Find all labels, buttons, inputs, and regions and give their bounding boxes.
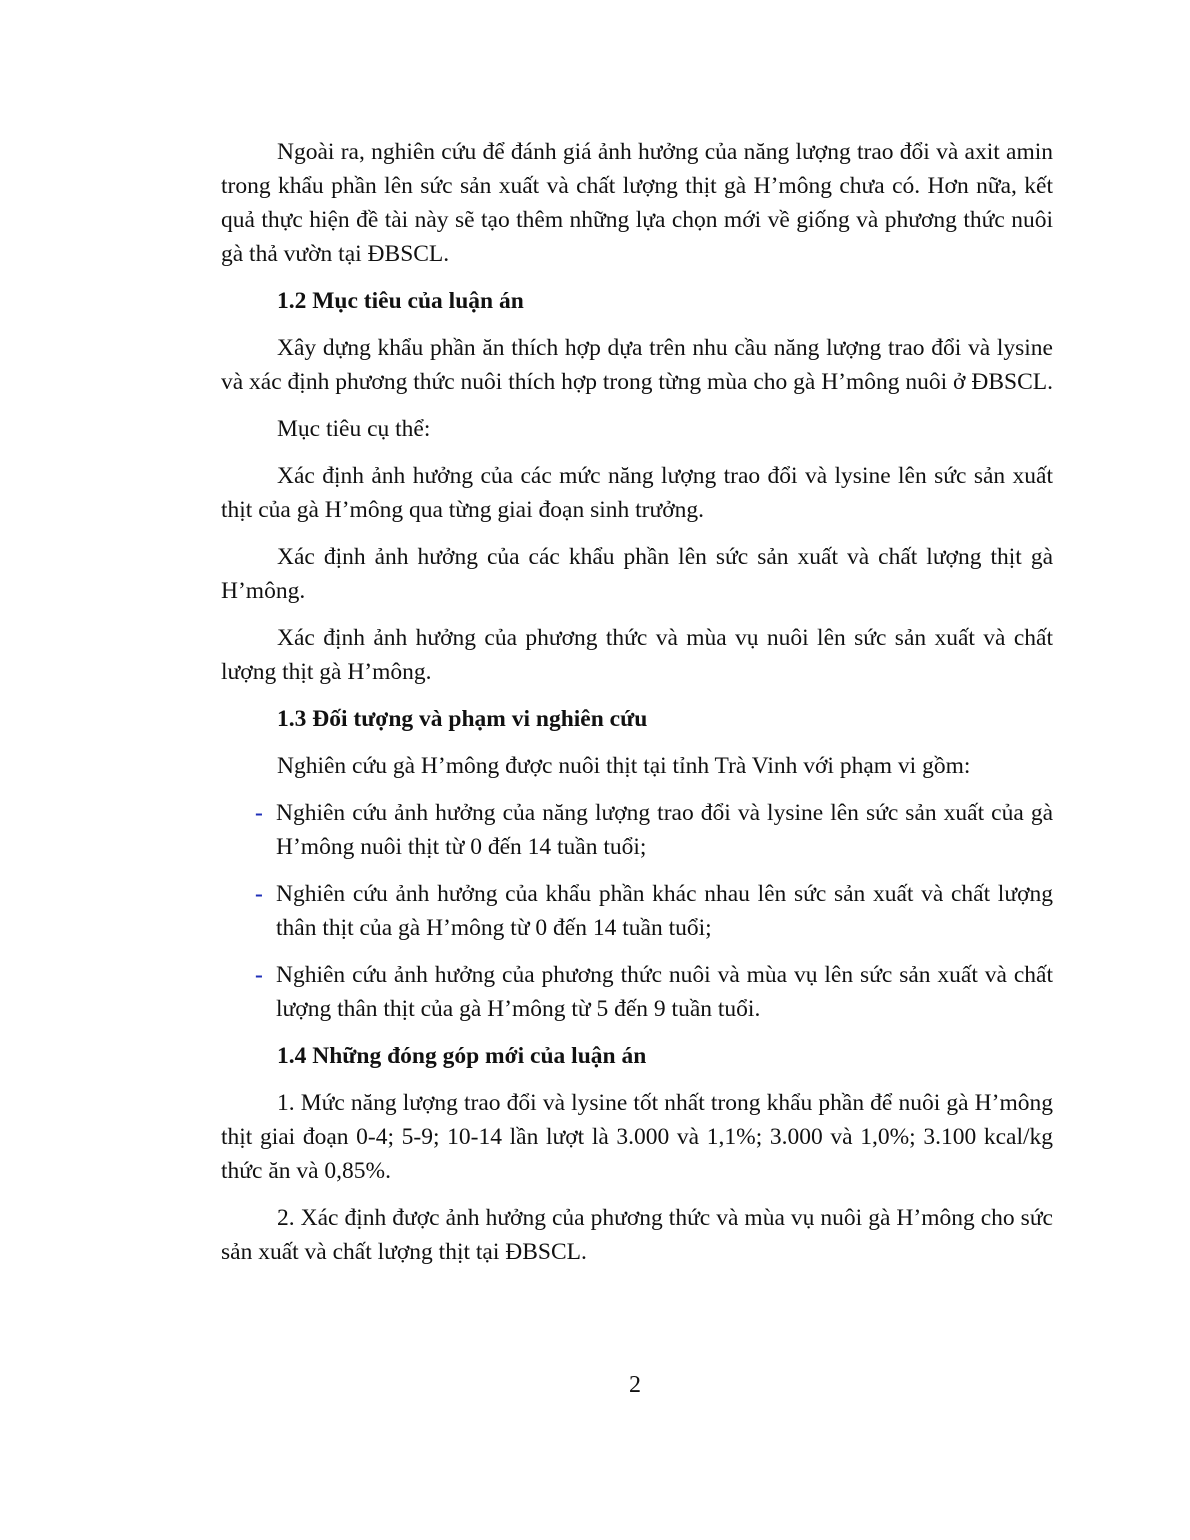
section-scope <box>221 702 1053 1026</box>
scope-bullet-item <box>221 877 1053 945</box>
dash-bullet-icon: - <box>255 800 263 826</box>
section-contributions <box>221 1039 1053 1269</box>
specific-objective-item: Xác định ảnh hưởng của các mức năng lượng trao đổi và lysine lên sức sản xuất thịt của gà H’mông qua từng giai đoạn sinh trưởng. <box>221 463 1053 523</box>
section-objectives <box>221 284 1053 689</box>
page-number: 2 <box>629 1372 641 1398</box>
dash-bullet-icon: - <box>255 962 263 988</box>
scope-bullet-item <box>221 796 1053 864</box>
scope-intro-paragraph: Nghiên cứu gà H’mông được nuôi thịt tại tỉnh Trà Vinh với phạm vi gồm: <box>277 753 971 779</box>
section-heading-objectives: 1.2 Mục tiêu của luận án <box>277 288 524 314</box>
section-heading-scope: 1.3 Đối tượng và phạm vi nghiên cứu <box>277 706 648 732</box>
specific-objective-item: Xác định ảnh hưởng của các khẩu phần lên sức sản xuất và chất lượng thịt gà H’mông. <box>221 544 1053 604</box>
contribution-item: 1. Mức năng lượng trao đổi và lysine tốt nhất trong khẩu phần để nuôi gà H’mông thịt giai đoạn 0-4; 5-9; 10-14 lần lượt là 3.000 và 1,1%; 3.000 và 1,0%; 3.100 kcal/kg thức ăn và 0,85%. <box>221 1090 1053 1184</box>
dash-bullet-icon: - <box>255 881 263 907</box>
document-page <box>221 135 1053 1282</box>
scope-bullet-text: Nghiên cứu ảnh hưởng của năng lượng trao đổi và lysine lên sức sản xuất của gà H’mông nuôi thịt từ 0 đến 14 tuần tuổi; <box>276 800 1053 860</box>
scope-bullet-list <box>221 796 1053 1026</box>
specific-objectives-label: Mục tiêu cụ thể: <box>277 416 431 442</box>
scope-bullet-item <box>221 958 1053 1026</box>
contribution-item: 2. Xác định được ảnh hưởng của phương thức và mùa vụ nuôi gà H’mông cho sức sản xuất và chất lượng thịt tại ĐBSCL. <box>221 1205 1053 1265</box>
intro-paragraph: Ngoài ra, nghiên cứu để đánh giá ảnh hưởng của năng lượng trao đổi và axit amin trong khẩu phần lên sức sản xuất và chất lượng thịt gà H’mông chưa có. Hơn nữa, kết quả thực hiện đề tài này sẽ tạo thêm những lựa chọn mới về giống và phương thức nuôi gà thả vườn tại ĐBSCL. <box>221 139 1053 267</box>
scope-bullet-text: Nghiên cứu ảnh hưởng của phương thức nuôi và mùa vụ lên sức sản xuất và chất lượng thân thịt của gà H’mông từ 5 đến 9 tuần tuổi. <box>276 962 1053 1022</box>
scope-bullet-text: Nghiên cứu ảnh hưởng của khẩu phần khác nhau lên sức sản xuất và chất lượng thân thịt của gà H’mông từ 0 đến 14 tuần tuổi; <box>276 881 1053 941</box>
general-objective-paragraph: Xây dựng khẩu phần ăn thích hợp dựa trên nhu cầu năng lượng trao đổi và lysine và xác định phương thức nuôi thích hợp trong từng mùa cho gà H’mông nuôi ở ĐBSCL. <box>221 335 1053 395</box>
section-heading-contributions: 1.4 Những đóng góp mới của luận án <box>277 1043 647 1069</box>
specific-objective-item: Xác định ảnh hưởng của phương thức và mùa vụ nuôi lên sức sản xuất và chất lượng thịt gà H’mông. <box>221 625 1053 685</box>
